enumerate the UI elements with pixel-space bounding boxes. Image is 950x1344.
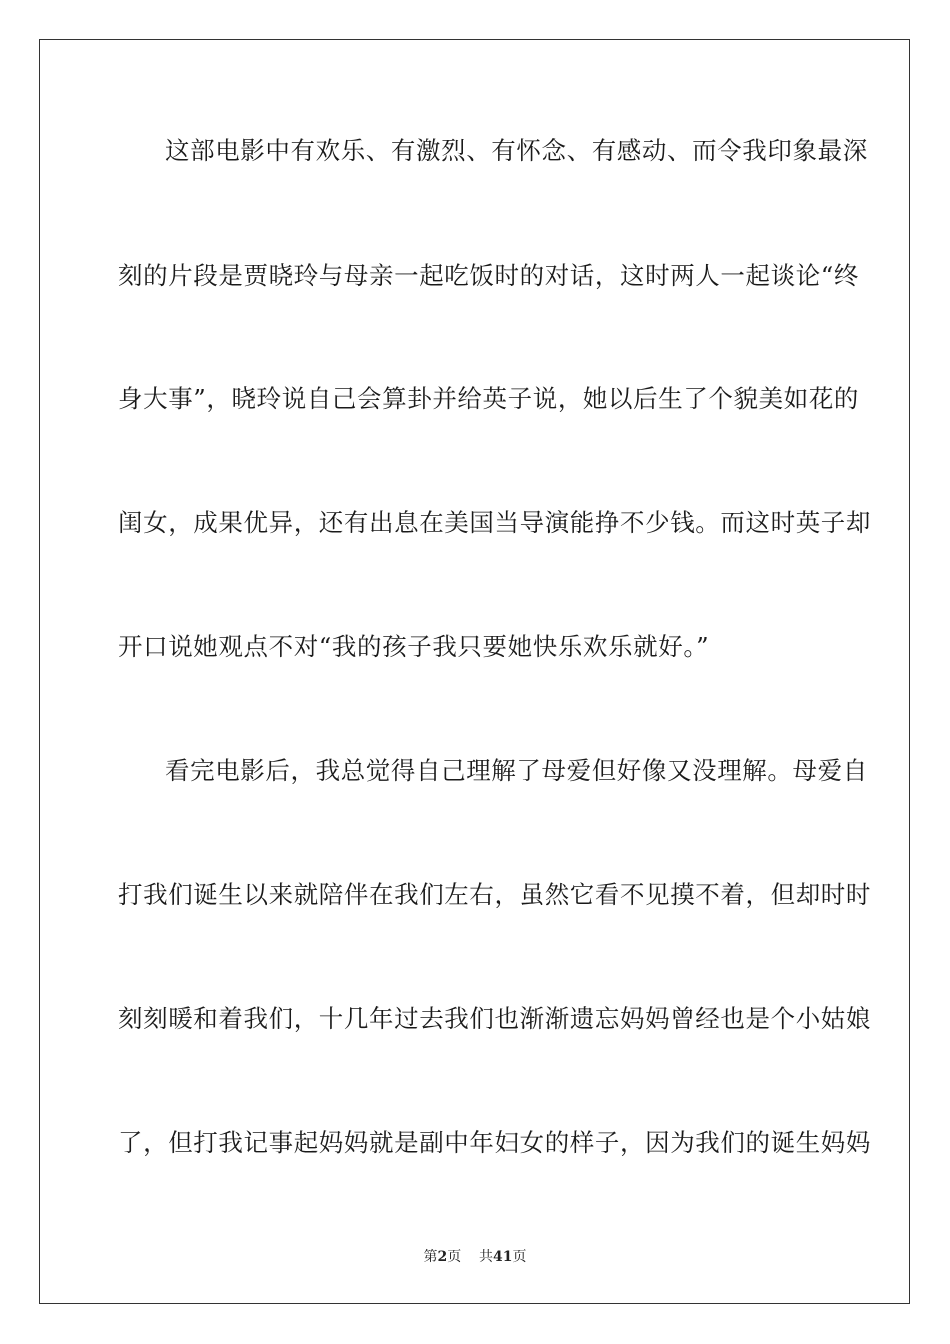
text-line: 开口说她观点不对“我的孩子我只要她快乐欢乐就好。” [118,632,710,661]
page-prefix: 第 [423,1249,438,1265]
total-prefix: 共 [479,1249,494,1265]
page-footer [0,1248,950,1266]
page-suffix: 页 [447,1249,462,1265]
text-line: 刻刻暖和着我们，十几年过去我们也渐渐遗忘妈妈曾经也是个小姑娘 [118,1004,871,1033]
text-line: 看完电影后，我总觉得自己理解了母爱但好像又没理解。母爱自 [165,756,868,785]
page-number: 2 [437,1249,448,1265]
text-line: 了，但打我记事起妈妈就是副中年妇女的样子，因为我们的诞生妈妈 [118,1128,871,1157]
text-line: 打我们诞生以来就陪伴在我们左右，虽然它看不见摸不着，但却时时 [118,880,871,909]
text-line: 这部电影中有欢乐、有激烈、有怀念、有感动、而令我印象最深 [165,136,868,165]
text-line: 闺女，成果优异，还有出息在美国当导演能挣不少钱。而这时英子却 [118,508,871,537]
total-suffix: 页 [512,1249,527,1265]
page-border [39,39,910,1304]
text-line: 身大事”，晓玲说自己会算卦并给英子说，她以后生了个貌美如花的 [118,384,860,413]
text-line: 刻的片段是贾晓玲与母亲一起吃饭时的对话，这时两人一起谈论“终 [118,261,860,290]
total-pages: 41 [493,1249,513,1265]
